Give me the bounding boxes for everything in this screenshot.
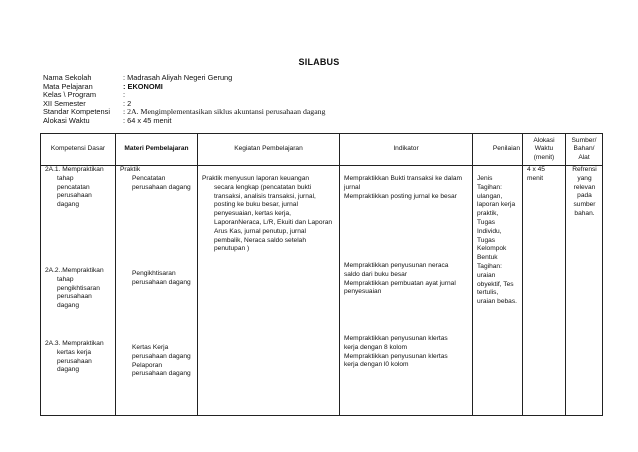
meta-key: Mata Pelajaran xyxy=(43,81,93,91)
header-kegiatan-pembelajaran: Kegiatan Pembelajaran xyxy=(198,134,340,166)
kd-item-line: perusahaan xyxy=(57,192,92,200)
meta-key: Nama Sekolah xyxy=(43,73,92,82)
kd-item-line: dagang xyxy=(57,201,80,209)
penilaian-line: uraian bebas. xyxy=(477,298,517,306)
syllabus-table xyxy=(40,133,603,416)
materi-item xyxy=(120,166,194,192)
penilaian-line: Kelompok xyxy=(477,245,507,253)
materi-item xyxy=(120,344,194,379)
kd-item-line: tahap xyxy=(57,275,74,283)
materi-item xyxy=(120,270,194,288)
kegiatan-line: penyesuaian, kertas kerja, xyxy=(214,210,291,218)
meta-key: Alokasi Waktu xyxy=(43,115,90,125)
kegiatan-line: transaksi, analisis transaksi, jurnal, xyxy=(214,192,316,200)
kd-item xyxy=(45,166,112,210)
kegiatan-line: penutupan ) xyxy=(214,245,250,253)
meta-value: : 64 x 45 menit xyxy=(123,115,172,125)
header-alokasi-waktu xyxy=(523,134,566,166)
alokasi-cell xyxy=(523,166,566,416)
kd-item-line: tahap xyxy=(57,174,74,182)
materi-cell xyxy=(116,166,198,416)
meta-value: : Madrasah Aliyah Negeri Gerung xyxy=(123,73,233,82)
materi-item-line: Pelaporan xyxy=(132,361,163,369)
kegiatan-cell xyxy=(198,166,340,416)
materi-item-line: perusahaan dagang xyxy=(132,352,191,360)
kd-item-title: 2A.2..Mempraktikan xyxy=(45,267,104,274)
indikator-line: kerja dengan 8 kolom xyxy=(344,343,408,351)
header-alokasi-line: (menit) xyxy=(533,153,555,161)
meta-value: : xyxy=(123,90,126,100)
meta-key: XII Semester xyxy=(43,98,86,108)
meta-row xyxy=(43,117,325,126)
table-row xyxy=(41,166,603,416)
indikator-line: Mempraktikkan Bukti transaksi ke dalam xyxy=(344,175,462,182)
header-materi-pembelajaran: Materi Pembelajaran xyxy=(116,134,198,166)
indikator-line: Mempraktikkan penyusunan klertas xyxy=(344,335,448,342)
penilaian-line: Tugas xyxy=(477,236,496,244)
kegiatan-line: Arus Kas, jurnal penutup, jurnal xyxy=(214,227,307,235)
indikator-line: jurnal xyxy=(344,183,361,191)
penilaian-line: Tagihan: xyxy=(477,262,502,270)
kegiatan-line: posting ke buku besar, jurnal xyxy=(214,201,298,209)
kegiatan-line: Praktik menyusun laporan keuangan xyxy=(202,175,310,182)
indikator-cell xyxy=(340,166,473,416)
header-alokasi-line: Waktu xyxy=(534,145,554,153)
header-alokasi-line: Alokasi xyxy=(533,136,555,144)
penilaian-line: Jenis xyxy=(477,175,493,182)
kd-item-line: perusahaan xyxy=(57,293,92,301)
indikator-line: kerja dengan l0 kolom xyxy=(344,361,409,369)
penilaian-line: ulangan, xyxy=(477,192,503,200)
kd-item-line: pengikhtisaran xyxy=(57,284,100,292)
header-sumber-bahan-alat xyxy=(566,134,603,166)
sumber-text xyxy=(570,166,599,219)
penilaian-line: laporan kerja xyxy=(477,201,516,209)
meta-value: : 2A. Mengimplementasikan siklus akuntansi perusahaan dagang xyxy=(123,107,326,117)
indikator-line: penyesuaian xyxy=(344,288,382,296)
indikator-line: Mempraktikkan penyusunan klertas xyxy=(344,352,448,360)
indikator-item xyxy=(344,262,469,297)
penilaian-line: Bentuk xyxy=(477,254,498,262)
kd-item-line: kertas kerja xyxy=(57,348,92,356)
kegiatan-line: LaporanNeraca, L/R, Ekuiti dan Laporan xyxy=(214,218,333,226)
sumber-line: pada xyxy=(577,192,592,200)
header-indikator: Indikator xyxy=(340,134,473,166)
kd-item xyxy=(45,267,112,311)
indikator-line: Mempraktikkan pembuatan ayat jurnal xyxy=(344,279,456,287)
penilaian-line: uraian xyxy=(477,271,496,279)
kegiatan-text xyxy=(202,175,336,254)
kegiatan-line: pembalik, Neraca saldo setelah xyxy=(214,236,306,244)
materi-item-line: perusahaan dagang xyxy=(132,370,191,378)
penilaian-line: obyektif, Tes xyxy=(477,280,514,288)
indikator-item xyxy=(344,175,469,201)
penilaian-line: praktik, xyxy=(477,210,499,218)
meta-value: : EKONOMI xyxy=(123,81,163,91)
syllabus-metadata xyxy=(43,74,325,126)
kegiatan-line: secara lengkap (pencatatan bukti xyxy=(214,183,312,191)
kd-item-title: 2A.1. Mempraktikan xyxy=(45,166,104,173)
penilaian-line: tertulis, xyxy=(477,289,499,297)
header-penilaian: Penilaian xyxy=(473,134,523,166)
sumber-cell xyxy=(566,166,603,416)
penilaian-line: Tagihan: xyxy=(477,183,502,191)
materi-item-line: Pengikhtisaran xyxy=(132,270,176,277)
kd-item xyxy=(45,340,112,375)
penilaian-cell xyxy=(473,166,523,416)
kompetensi-dasar-cell xyxy=(41,166,116,416)
sumber-line: bahan. xyxy=(574,209,595,217)
header-sumber-line: Alat xyxy=(578,153,590,161)
sumber-line: yang xyxy=(577,174,592,182)
alokasi-line: menit xyxy=(527,174,544,182)
indikator-line: saldo dari buku besar xyxy=(344,270,408,278)
table-header-row xyxy=(41,134,603,166)
penilaian-line: Tugas xyxy=(477,218,496,226)
sumber-line: Refrensi xyxy=(572,166,597,173)
alokasi-text xyxy=(527,166,562,184)
header-sumber-line: Sumber/ xyxy=(571,136,597,144)
indikator-line: Mempraktikkan posting jurnal ke besar xyxy=(344,192,457,200)
materi-item-line: perusahaan dagang xyxy=(132,278,191,286)
kd-item-line: dagang xyxy=(57,366,80,374)
materi-item-line: Pencatatan xyxy=(132,174,166,182)
meta-key: Kelas \ Program xyxy=(43,90,96,100)
materi-item-line: perusahaan dagang xyxy=(132,183,191,191)
indikator-item xyxy=(344,335,469,370)
kd-item-line: perusahaan xyxy=(57,357,92,365)
materi-item-head: Praktik xyxy=(120,166,141,173)
penilaian-text xyxy=(477,175,519,307)
indikator-line: Mempraktikkan penyusunan neraca xyxy=(344,262,449,269)
sumber-line: sumber xyxy=(573,201,596,209)
materi-item-line: Kertas Kerja xyxy=(132,344,169,351)
alokasi-line: 4 x 45 xyxy=(527,166,545,173)
kd-item-line: pencatatan xyxy=(57,183,90,191)
kd-item-line: dagang xyxy=(57,302,80,310)
kd-item-title: 2A.3. Mempraktikan xyxy=(45,340,104,347)
penilaian-line: Individu, xyxy=(477,227,502,235)
header-sumber-line: Bahan/ xyxy=(573,145,595,153)
meta-key: Standar Kompetensi xyxy=(43,107,110,117)
header-kompetensi-dasar: Kompetensi Dasar xyxy=(41,134,116,166)
sumber-line: relevan xyxy=(573,183,596,191)
page-title: SILABUS xyxy=(298,57,340,67)
meta-value: : 2 xyxy=(123,98,132,108)
